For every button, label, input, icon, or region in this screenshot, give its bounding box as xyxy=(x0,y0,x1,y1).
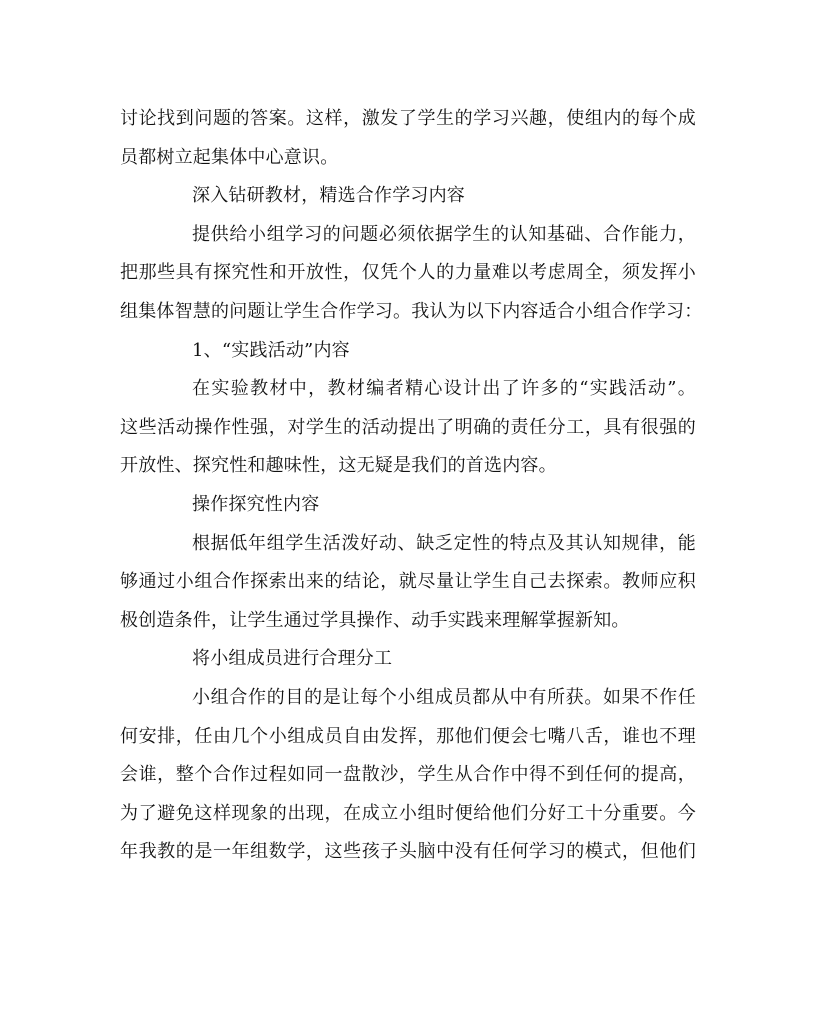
text-line: 讨论找到问题的答案。这样，激发了学生的学习兴趣，使组内的每个成 xyxy=(120,108,696,129)
text-line: 组集体智慧的问题让学生合作学习。我认为以下内容适合小组合作学习： xyxy=(120,300,703,322)
text-line: 提供给小组学习的问题必须依据学生的认知基础、合作能力， xyxy=(192,223,696,245)
text-line: 将小组成员进行合理分工 xyxy=(192,648,393,670)
text-line: 会谁，整个合作过程如同一盘散沙，学生从合作中得不到任何的提高， xyxy=(120,764,696,786)
text-line: 极创造条件，让学生通过学具操作、动手实践来理解掌握新知。 xyxy=(120,609,630,631)
text-line: 把那些具有探究性和开放性，仅凭个人的力量难以考虑周全，须发挥小 xyxy=(120,262,696,284)
text-line: 根据低年组学生活泼好动、缺乏定性的特点及其认知规律，能 xyxy=(192,532,696,554)
text-line: 够通过小组合作探索出来的结论，就尽量让学生自己去探索。教师应积 xyxy=(120,571,696,593)
text-line: 员都树立起集体中心意识。 xyxy=(120,146,339,168)
text-line: 在实验教材中，教材编者精心设计出了许多的“实践活动”。 xyxy=(192,378,696,400)
text-line: 开放性、探究性和趣味性，这无疑是我们的首选内容。 xyxy=(120,455,557,477)
text-line: 深入钻研教材，精选合作学习内容 xyxy=(192,185,465,207)
text-line: 操作探究性内容 xyxy=(192,493,320,515)
text-line: 1、“实践活动”内容 xyxy=(192,339,350,361)
text-line: 何安排，任由几个小组成员自由发挥，那他们便会七嘴八舌，谁也不理 xyxy=(120,725,696,747)
text-line: 为了避免这样现象的出现，在成立小组时便给他们分好工十分重要。今 xyxy=(120,802,696,824)
text-line: 这些活动操作性强，对学生的活动提出了明确的责任分工，具有很强的 xyxy=(120,416,696,438)
text-line: 小组合作的目的是让每个小组成员都从中有所获。如果不作任 xyxy=(192,686,696,708)
document-body xyxy=(120,100,703,872)
text-line: 年我教的是一年组数学，这些孩子头脑中没有任何学习的模式，但他们 xyxy=(120,841,696,863)
